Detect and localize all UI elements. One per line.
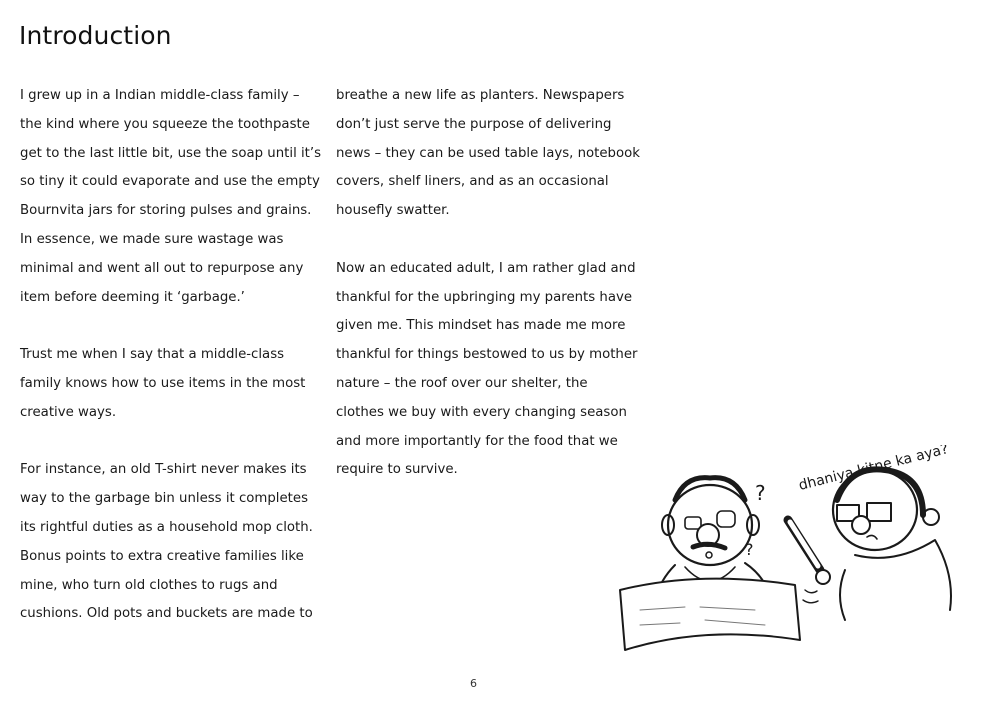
text-line: so tiny it could evaporate and use the empty	[20, 174, 320, 190]
man-glasses-left	[685, 517, 701, 529]
woman-bun	[923, 509, 939, 525]
motion-lines	[803, 590, 818, 603]
man-mouth	[706, 552, 712, 558]
text-line: mine, who turn old clothes to rugs and	[20, 577, 278, 593]
text-line: In essence, we made sure wastage was	[20, 231, 284, 247]
text-line: get to the last little bit, use the soap until it’s	[20, 145, 322, 161]
speech-text: dhaniya kitne ka aya?	[797, 445, 951, 494]
text-line: For instance, an old T-shirt never makes its	[20, 462, 307, 478]
text-line: Trust me when I say that a middle-class	[20, 347, 285, 363]
cartoon-couple-icon	[605, 445, 975, 665]
text-line: housefly swatter.	[336, 203, 450, 219]
text-line: the kind where you squeeze the toothpaste	[20, 116, 310, 132]
text-line: family knows how to use items in the most	[20, 375, 306, 391]
text-line: way to the garbage bin unless it completes	[20, 491, 309, 507]
text-line: thankful for the upbringing my parents have	[336, 289, 633, 305]
text-line: Now an educated adult, I am rather glad and	[336, 260, 636, 276]
question-mark: ?	[755, 481, 766, 505]
text-line: cushions. Old pots and buckets are made to	[20, 606, 313, 622]
left-column	[20, 82, 322, 658]
man-mustache	[693, 544, 725, 548]
text-line: its rightful duties as a household mop cloth.	[20, 519, 313, 535]
woman-mouth	[867, 535, 877, 539]
text-line: nature – the roof over our shelter, the	[336, 375, 588, 391]
man-glasses-right	[717, 511, 735, 527]
text-line: item before deeming it ‘garbage.’	[20, 289, 245, 305]
cartoon-illustration	[605, 445, 975, 665]
man-hair	[675, 478, 745, 500]
woman-nose	[852, 516, 870, 534]
woman-glasses-right	[867, 503, 891, 521]
text-line: given me. This mindset has made me more	[336, 318, 626, 334]
woman-body	[840, 540, 951, 620]
page-title: Introduction	[19, 20, 172, 50]
text-line: covers, shelf liners, and as an occasional	[336, 174, 609, 190]
newspaper	[620, 579, 800, 650]
text-line: breathe a new life as planters. Newspapers	[336, 88, 625, 103]
text-line: thankful for things bestowed to us by mother	[336, 347, 638, 363]
right-column	[336, 82, 640, 514]
text-line: creative ways.	[20, 404, 117, 420]
text-line: news – they can be used table lays, notebook	[336, 145, 640, 161]
paragraph	[20, 456, 313, 629]
text-line: clothes we buy with every changing season	[336, 404, 627, 420]
paragraph	[336, 255, 638, 485]
text-line: Bonus points to extra creative families like	[20, 548, 304, 564]
text-line: I grew up in a Indian middle-class family –	[20, 88, 300, 103]
text-line: and more importantly for the food that we	[336, 433, 618, 449]
page-number: 6	[470, 677, 477, 690]
woman-hand	[816, 570, 830, 584]
rolling-pin-fill	[790, 522, 818, 566]
paragraph	[20, 341, 310, 427]
text-line: require to survive.	[336, 462, 458, 478]
paragraph	[336, 82, 640, 226]
paragraph	[20, 82, 322, 312]
question-mark: ?	[745, 540, 754, 559]
text-line: Bournvita jars for storing pulses and grains.	[20, 203, 312, 219]
text-line: minimal and went all out to repurpose any	[20, 260, 304, 276]
text-line: don’t just serve the purpose of delivering	[336, 116, 612, 132]
